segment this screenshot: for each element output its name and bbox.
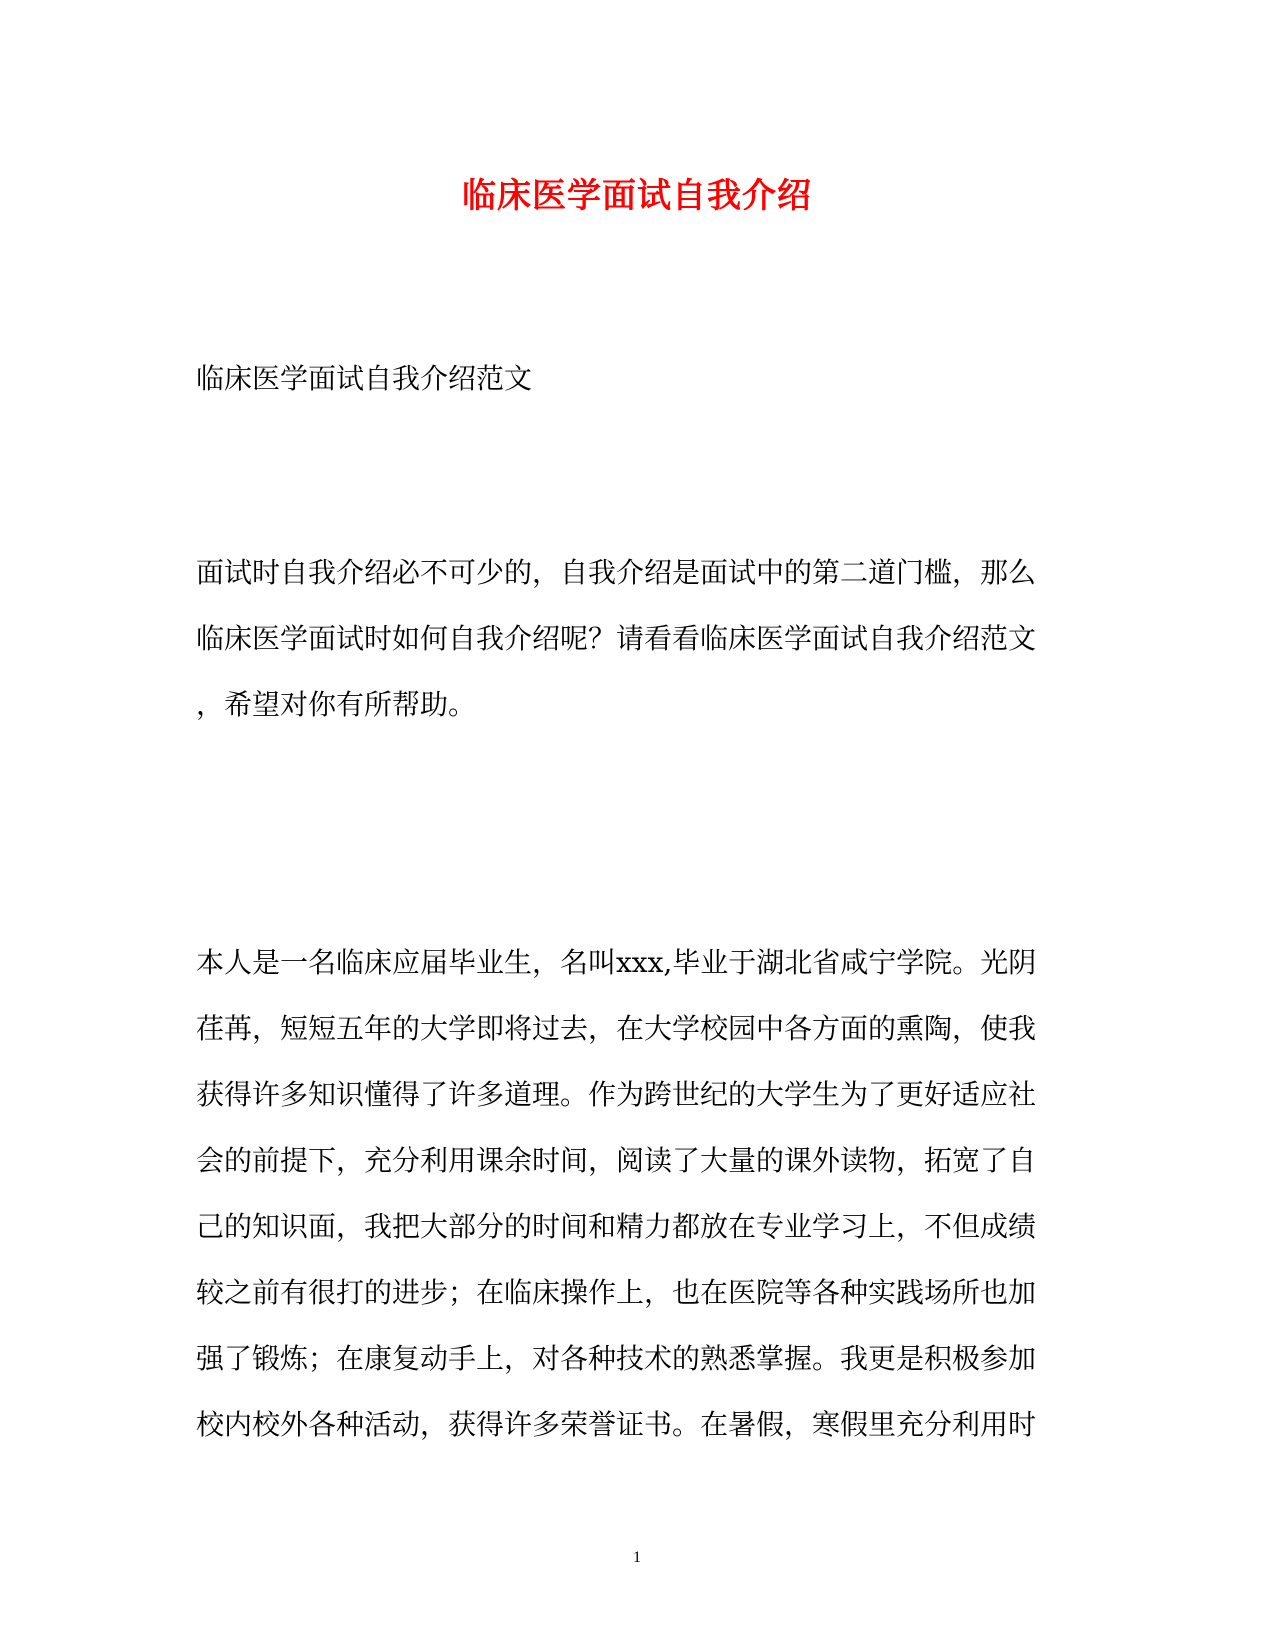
intro-line: 临床医学面试时如何自我介绍呢？请看看临床医学面试自我介绍范文 xyxy=(196,622,1037,655)
main-line: 校内校外各种活动，获得许多荣誉证书。在暑假，寒假里充分利用时 xyxy=(196,1408,1037,1441)
subtitle-line: 临床医学面试自我介绍范文 xyxy=(196,362,533,395)
document-subtitle xyxy=(196,346,1076,412)
intro-line: ，希望对你有所帮助。 xyxy=(196,688,477,721)
main-paragraph xyxy=(196,930,1076,1458)
main-line: 本人是一名临床应届毕业生，名叫xxx,毕业于湖北省咸宁学院。光阴 xyxy=(196,946,1037,979)
main-line: 较之前有很打的进步；在临床操作上，也在医院等各种实践场所也加 xyxy=(196,1276,1037,1309)
main-line: 获得许多知识懂得了许多道理。作为跨世纪的大学生为了更好适应社 xyxy=(196,1078,1037,1111)
main-line: 强了锻炼；在康复动手上，对各种技术的熟悉掌握。我更是积极参加 xyxy=(196,1342,1037,1375)
main-line: 己的知识面，我把大部分的时间和精力都放在专业学习上，不但成绩 xyxy=(196,1210,1037,1243)
main-line: 会的前提下，充分利用课余时间，阅读了大量的课外读物，拓宽了自 xyxy=(196,1144,1037,1177)
document-title: 临床医学面试自我介绍 xyxy=(462,176,812,216)
intro-line: 面试时自我介绍必不可少的，自我介绍是面试中的第二道门槛，那么 xyxy=(196,556,1037,589)
intro-paragraph xyxy=(196,540,1076,738)
page-number: 1 xyxy=(633,1549,641,1566)
main-line: 荏苒，短短五年的大学即将过去，在大学校园中各方面的熏陶，使我 xyxy=(196,1012,1037,1045)
